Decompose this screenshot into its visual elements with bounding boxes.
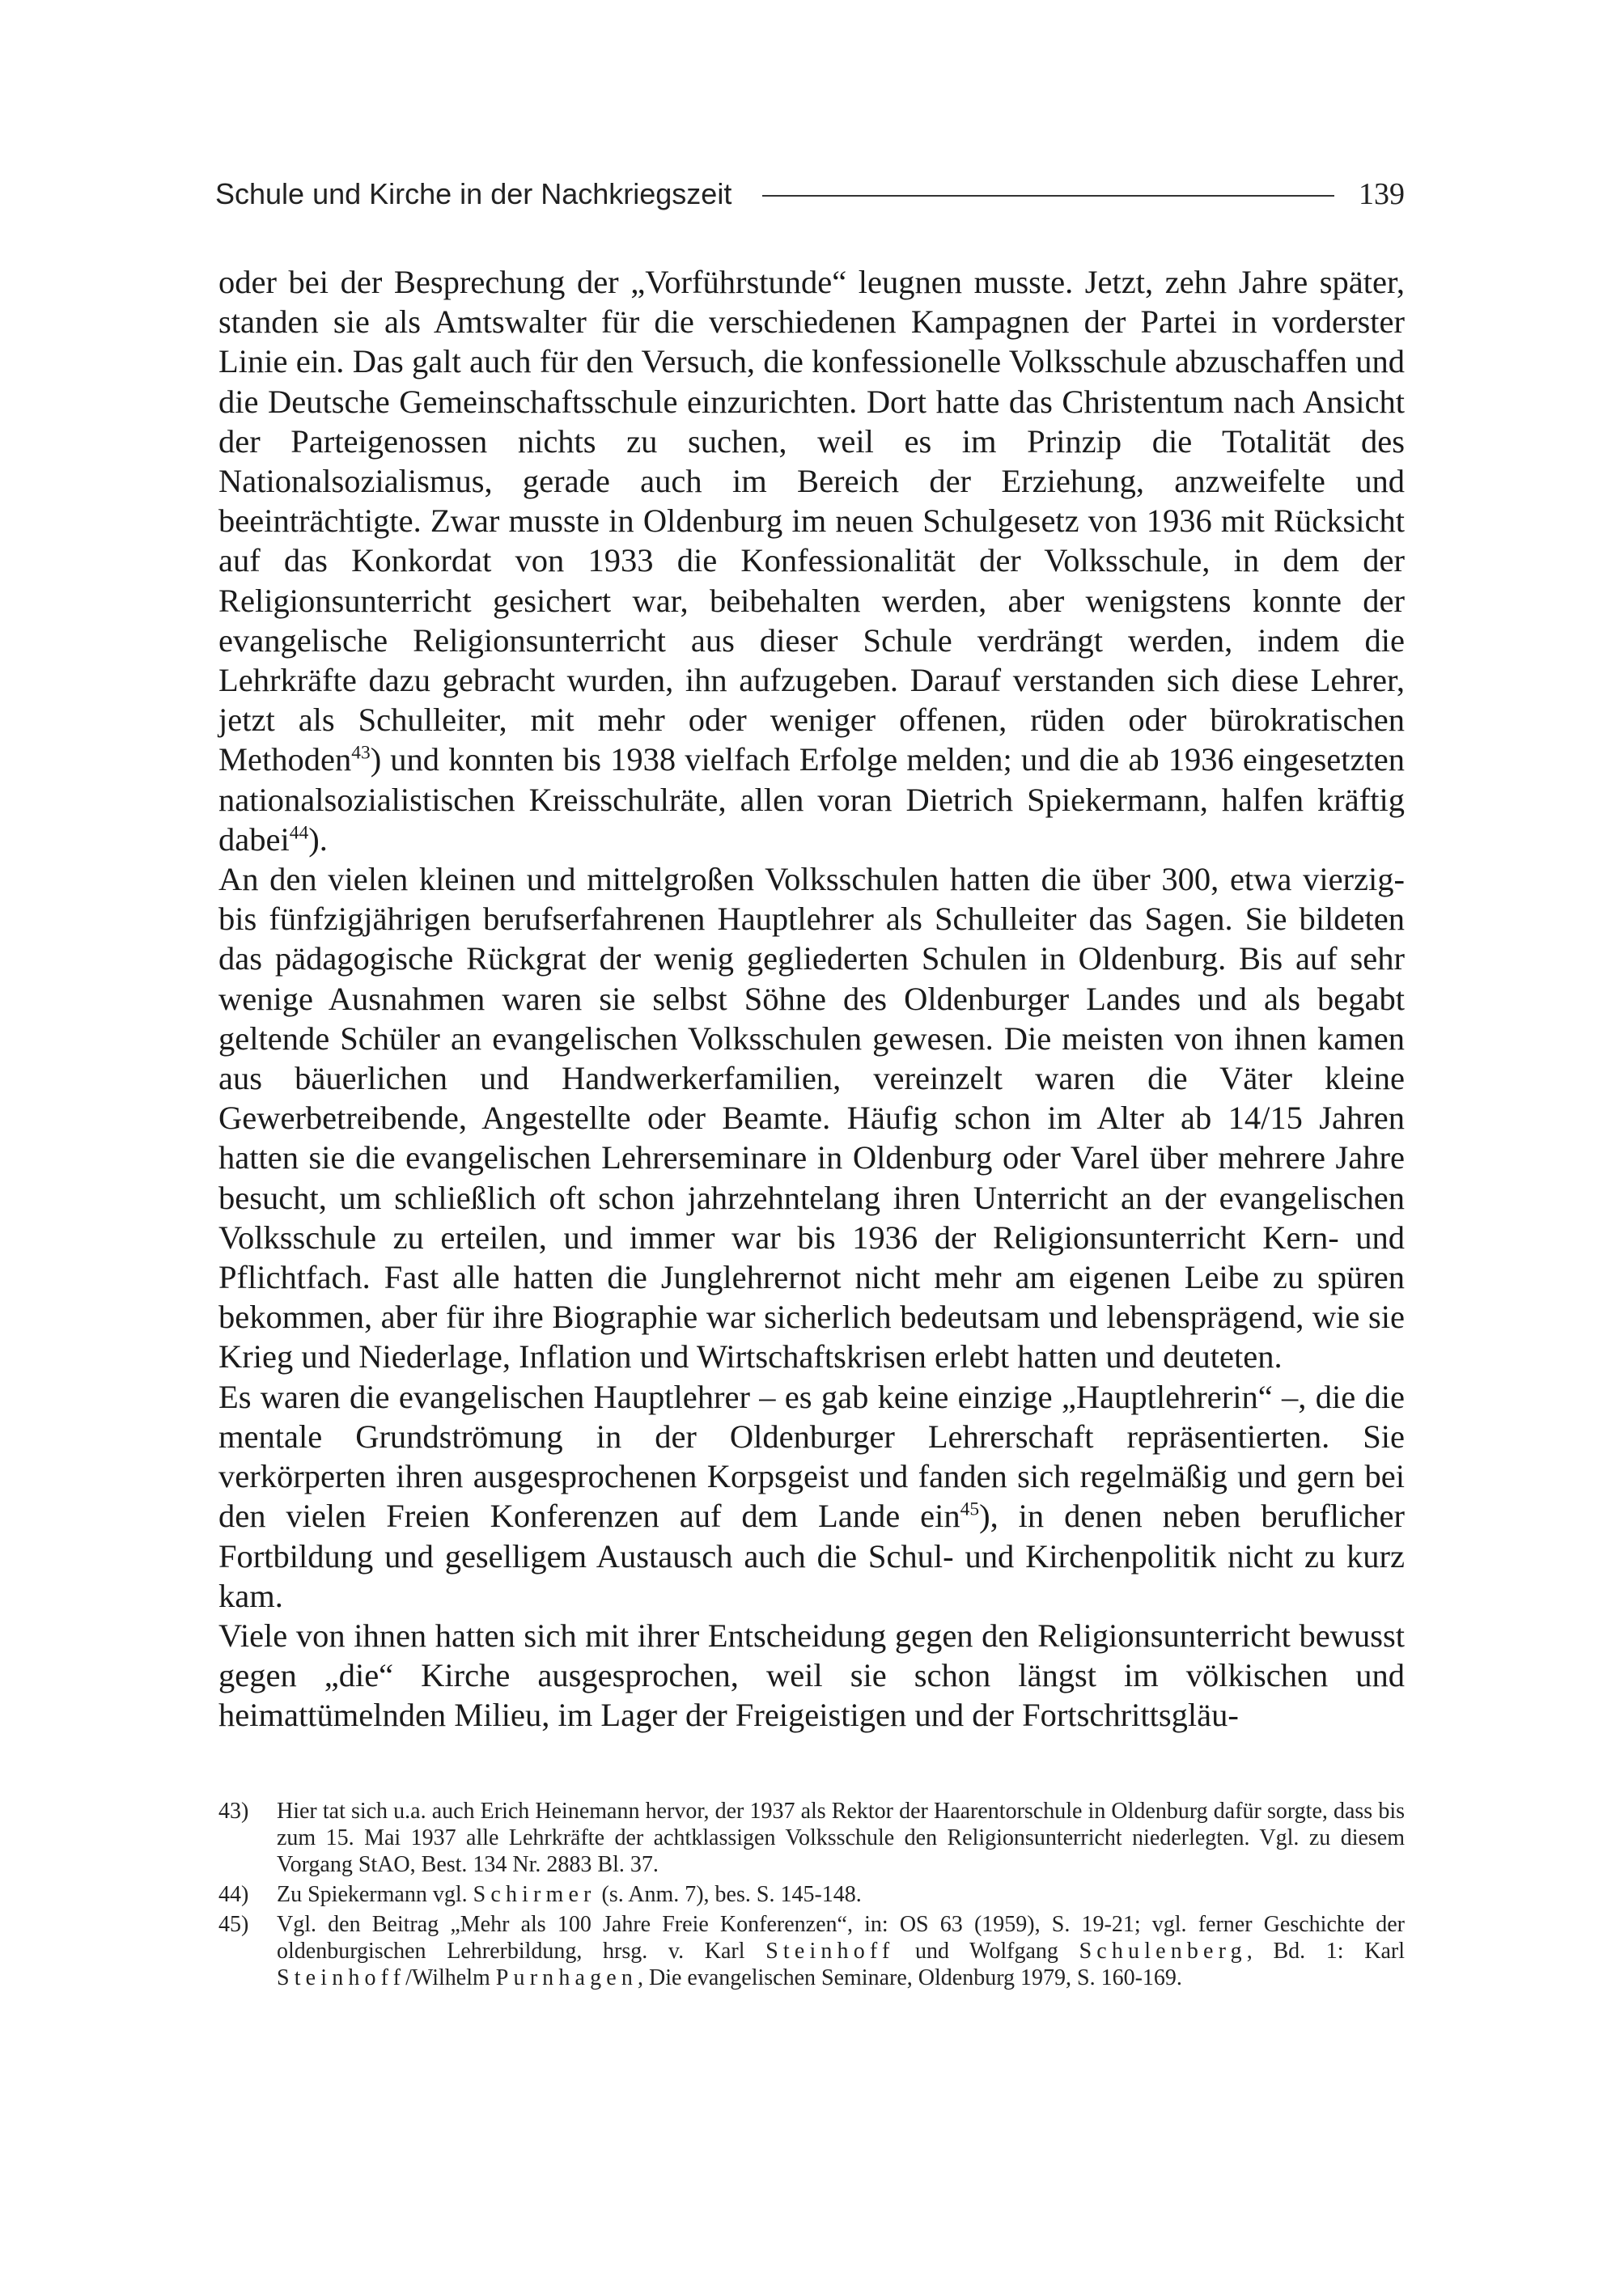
paragraph-2: An den vielen kleinen und mittelgroßen Volksschulen hatten die über 300, etwa vierzig- bis fünfzigjährigen berufserfahrenen Hauptlehrer als Schulleiter das Sagen. Sie bildeten das pädagogische Rückgrat der wenig gegliederten Schulen in Oldenburg. Bis auf sehr wenige Ausnahmen waren sie selbst Söhne des Oldenburger Landes und als begabt geltende Schüler an evangelischen Volksschulen gewesen. Die meisten von ihnen kamen aus bäuerlichen und Handwerkerfamilien, vereinzelt waren die Väter kleine Gewerbetreibende, Angestellte oder Beamte. Häufig schon im Alter ab 14/15 Jahren hatten sie die evangelischen Lehrerseminare in Oldenburg oder Varel über mehrere Jahre besucht, um schließlich oft schon jahrzehntelang ihren Unterricht an der evangelischen Volksschule zu erteilen, und immer war bis 1936 der Religionsunterricht Kern- und Pflichtfach. Fast alle hatten die Junglehrernot nicht mehr am eigenen Leibe zu spüren bekommen, aber für ihre Biographie war sicherlich bedeutsam und lebensprägend, wie sie Krieg und Niederlage, Inflation und Wirtschaftskrisen erlebt hatten und deuteten.: [218, 861, 1405, 1375]
footnote-text-part: und Wolfgang: [894, 1939, 1079, 1964]
footnote-text: Hier tat sich u.a. auch Erich Heinemann hervor, der 1937 als Rektor der Haarentorschule in Oldenburg dafür sorgte, dass bis zum 15. Mai 1937 alle Lehrkräfte der achtklassigen Volksschule den Religionsunterricht niederlegten. Vgl. zu diesem Vorgang StAO, Best. 134 Nr. 2883 Bl. 37.: [277, 1799, 1405, 1877]
author-name: Steinhoff: [277, 1965, 406, 1990]
footnote-text-part: /Wilhelm: [405, 1965, 496, 1990]
paragraph-1-text-b: ) und konnten bis 1938 vielfach Erfolge melden; und die ab 1936 eingesetzten nationalsozialistischen Kreisschulräte, allen voran Dietrich Spiekermann, halfen kräftig dabei: [218, 741, 1405, 858]
footnote-text: [277, 1881, 1405, 1908]
paragraph-4: Viele von ihnen hatten sich mit ihrer Entscheidung gegen den Religionsunterricht bewusst gegen „die“ Kirche ausgesprochen, weil sie schon längst im völkischen und heimattümelnden Milieu, im Lager der Freigeistigen und der Fortschrittsgläu-: [218, 1617, 1405, 1734]
paragraph-3: [218, 1377, 1405, 1616]
footnote-text: [277, 1911, 1405, 1991]
footnote-ref-44: 44: [289, 822, 309, 844]
footnote-45: [218, 1911, 1405, 1991]
footnotes: [218, 1798, 1405, 1994]
paragraph-1: [218, 262, 1405, 859]
footnote-text-part: Vgl. den Beitrag „Mehr als 100 Jahre Freie Konferenzen“, in: OS 63 (1959), S. 19-21; vgl. ferner Geschichte der oldenburgischen Lehrerbildung, hrsg. v. Karl: [277, 1912, 1405, 1964]
footnote-text-part: , Die evangelischen Seminare, Oldenburg 1979, S. 160-169.: [638, 1965, 1182, 1990]
paragraph-3-text-b: ), in denen neben beruflicher Fortbildung und geselligem Austausch auch die Schul- und Kirchenpolitik nicht zu kurz kam.: [218, 1498, 1405, 1614]
footnote-text-part: (s. Anm. 7), bes. S. 145-148.: [596, 1882, 862, 1907]
footnote-text-part: , Bd. 1: Karl: [1246, 1939, 1405, 1964]
author-name: Schirmer: [473, 1882, 596, 1907]
header-rule: [762, 195, 1334, 197]
running-head: [215, 172, 1405, 217]
footnote-text-part: Zu Spiekermann vgl.: [277, 1882, 473, 1907]
footnote-ref-45: 45: [960, 1498, 980, 1520]
footnote-number: 45): [218, 1912, 249, 1937]
paragraph-3-text-a: Es waren die evangelischen Hauptlehrer – es gab keine einzige „Hauptlehrerin“ –, die die mentale Grundströmung in der Oldenburger Lehrerschaft repräsentierten. Sie verkörperten ihren ausgesprochenen Korpsgeist und fanden sich regelmäßig und gern bei den vielen Freien Konferenzen auf dem Lande ein: [218, 1378, 1405, 1535]
page-number: 139: [1359, 177, 1405, 211]
paragraph-1-text-c: ).: [308, 820, 328, 858]
author-name: Schulenberg: [1079, 1939, 1247, 1964]
body-text: [218, 262, 1405, 1736]
footnote-44: [218, 1881, 1405, 1908]
footnote-number: 43): [218, 1799, 249, 1824]
author-name: Steinhoff: [765, 1939, 895, 1964]
footnote-number: 44): [218, 1882, 249, 1907]
running-head-title: Schule und Kirche in der Nachkriegszeit: [215, 177, 732, 210]
footnote-ref-43: 43: [351, 742, 371, 764]
footnote-43: [218, 1798, 1405, 1878]
author-name: Purnhagen: [495, 1965, 638, 1990]
paragraph-1-text-a: oder bei der Besprechung der „Vorführstunde“ leugnen musste. Jetzt, zehn Jahre später, standen sie als Amtswalter für die verschiedenen Kampagnen der Partei in vorderster Linie ein. Das galt auch für den Versuch, die konfessionelle Volksschule abzuschaffen und die Deutsche Gemeinschaftsschule einzurichten. Dort hatte das Christentum nach Ansicht der Parteigenossen nichts zu suchen, weil es im Prinzip die Totalität des Nationalsozialismus, gerade auch im Bereich der Erziehung, anzweifelte und beeinträchtigte. Zwar musste in Oldenburg im neuen Schulgesetz von 1936 mit Rücksicht auf das Konkordat von 1933 die Konfessionalität der Volksschule, in dem der Religionsunterricht gesichert war, beibehalten werden, aber wenigstens konnte der evangelische Religionsunterricht aus dieser Schule verdrängt werden, indem die Lehrkräfte dazu gebracht wurden, ihn aufzugeben. Darauf verstanden sich diese Lehrer, jetzt als Schulleiter, mit mehr oder weniger offenen, rüden oder bürokratischen Methoden: [218, 264, 1405, 778]
